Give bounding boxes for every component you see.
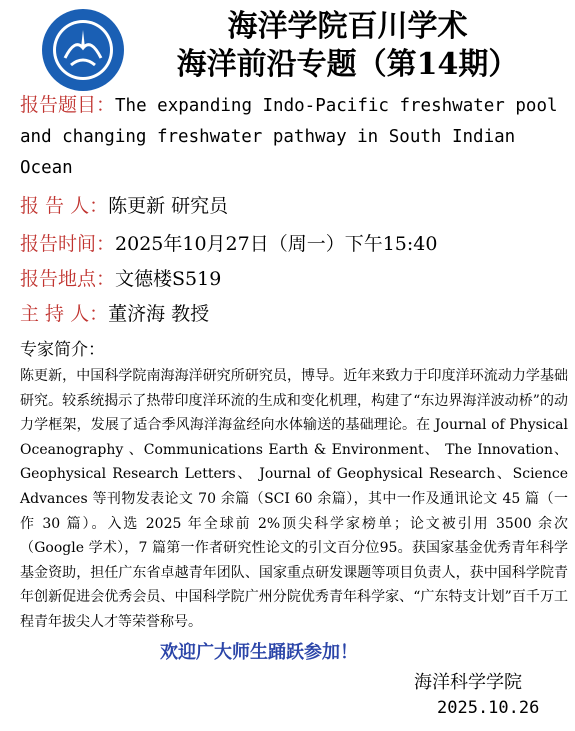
page-title: 海洋学院百川学术 <box>227 9 468 44</box>
university-seal-icon <box>41 8 125 92</box>
intro-label: 专家简介： <box>20 340 105 360</box>
location-label: 报告地点： <box>20 268 116 290</box>
location-value: 文德楼S519 <box>115 268 222 290</box>
topic-label: 报告题目： <box>20 94 116 116</box>
university-logo <box>41 8 125 92</box>
host-value: 董济海 教授 <box>108 303 210 325</box>
location-row <box>20 264 221 291</box>
page-subtitle: 海洋前沿专题（第14期） <box>176 47 519 82</box>
speaker-bio: 陈更新，中国科学院南海海洋研究所研究员，博导。近年来致力于印度洋环流动力学基础研究。较系统揭示了热带印度洋环流的生成和变化机理，构建了“东边界海洋波动桥”的动力学框架，发展了适合季风海洋海盆经向水体输送的基础理论。在 Journal of Physical Oceanography 、Communications Earth & Environment、 The Innovation、 Geophysical Research Letters、 Journal of Geophysical Research、Science Advances 等刊物发表论文 70 余篇（SCI 60 余篇），其中一作及通讯论文 45 篇（一作 30 篇）。入选 2025 年全球前 2%顶尖科学家榜单；论文被引用 3500 余次（Google 学术），7 篇第一作者研究性论文的引文百分位95。获国家基金优秀青年科学基金资助，担任广东省卓越青年团队、国家重点研发课题等项目负责人，获中国科学院青年创新促进会优秀会员、中国科学院广州分院优秀青年科学家、“广东特支计划”百千万工程青年拔尖人才等荣誉称号。 <box>20 368 568 630</box>
time-value: 2025年10月27日（周一）下午15:40 <box>115 233 438 255</box>
topic-row <box>20 90 568 183</box>
welcome-message: 欢迎广大师生踊跃参加！ <box>160 642 358 663</box>
speaker-label: 报 告 人： <box>20 195 109 217</box>
issue-date: 2025.10.26 <box>437 698 540 718</box>
speaker-value: 陈更新 研究员 <box>108 195 229 217</box>
speaker-row <box>20 191 228 218</box>
host-label: 主 持 人： <box>20 303 109 325</box>
organizer: 海洋科学学院 <box>414 672 522 693</box>
host-row <box>20 299 209 326</box>
topic-value: The expanding Indo-Pacific freshwater pool and changing freshwater pathway in South Indian Ocean <box>20 96 558 178</box>
time-label: 报告时间： <box>20 233 116 255</box>
time-row <box>20 229 437 256</box>
